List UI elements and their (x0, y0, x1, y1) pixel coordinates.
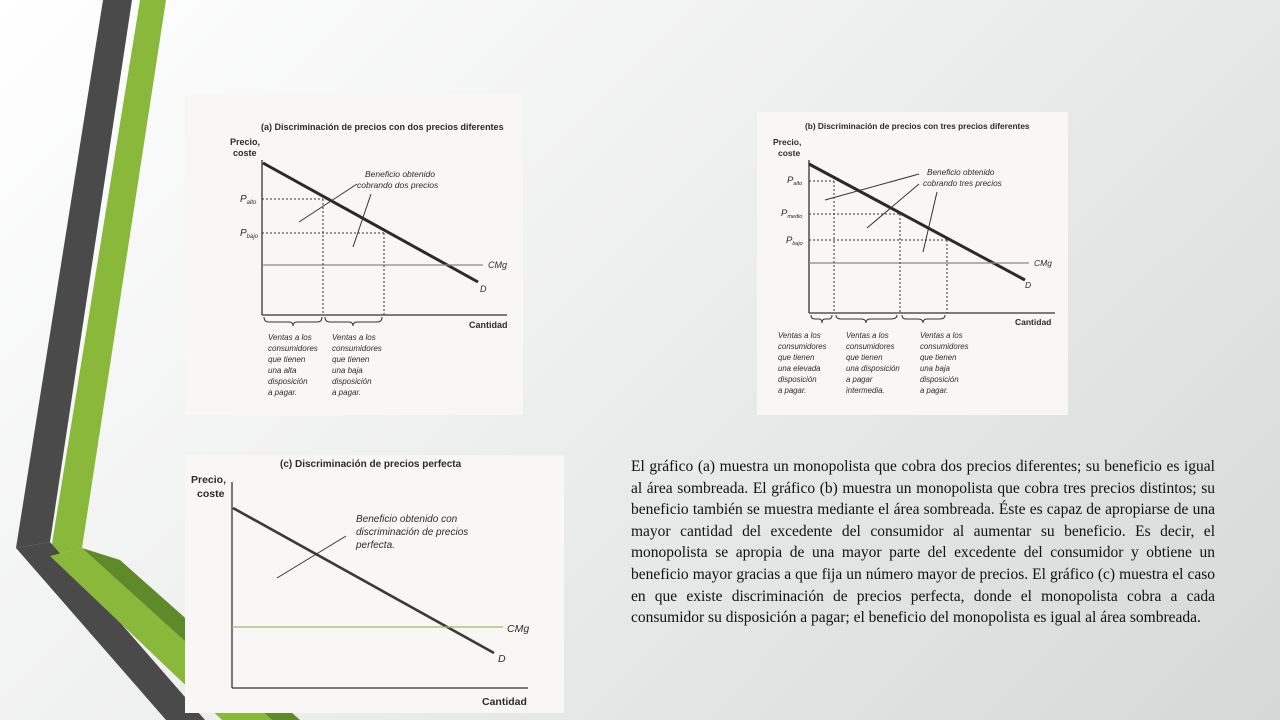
graph-c-ylabel-2: coste (197, 488, 225, 500)
graph-b-price-label-medio (781, 208, 802, 220)
graph-a-price-label-bajo (240, 228, 259, 240)
graph-b-group-1: Ventas a los consumidores que tienen una elevada disposición a pagar. (778, 331, 827, 395)
graph-a-ylabel-2: coste (233, 148, 257, 158)
graph-b-panel (757, 112, 1068, 415)
graph-b (757, 112, 1068, 415)
graph-a-group-2: Ventas a los consumidores que tienen una baja disposición a pagar. (332, 333, 382, 397)
graph-b-cmg-label: CMg (1034, 258, 1052, 268)
graph-c-title: (c) Discriminación de precios perfecta (280, 459, 462, 470)
graph-b-group-3: Ventas a los consumidores que tienen una baja disposición a pagar. (920, 331, 969, 395)
svg-text:Pbajo: $P_{bajo}$ (786, 235, 803, 247)
graph-b-brace-1 (811, 315, 832, 323)
graph-a-title: (a) Discriminación de precios con dos precios diferentes (261, 122, 504, 132)
svg-text:Palto: $P_{alto}$ (787, 175, 803, 187)
graph-c-xlabel: Cantidad (482, 696, 527, 708)
graph-a-annotation: Beneficio obtenido cobrando dos precios (357, 169, 439, 190)
graph-a-ylabel-1: Precio, (230, 137, 261, 147)
graph-b-price-label-bajo (786, 235, 803, 247)
graph-a-pointer-1 (299, 184, 357, 222)
graph-b-ylabel-2: coste (778, 148, 801, 158)
graph-c-ylabel-1: Precio, (191, 474, 227, 486)
graph-b-title: (b) Discriminación de precios con tres precios diferentes (805, 121, 1030, 131)
graph-a-panel (185, 94, 523, 415)
graph-b-d-label: D (1025, 280, 1032, 290)
graph-a-price-label-alto (240, 194, 257, 206)
graph-b-group-2: Ventas a los consumidores que tienen una disposición a pagar intermedia. (846, 331, 900, 395)
graph-a-group-1: Ventas a los consumidores que tienen una alta disposición a pagar. (268, 333, 318, 397)
graph-c-annotation: Beneficio obtenido con discriminación de precios perfecta. (356, 514, 469, 551)
graph-a-d-label: D (480, 284, 487, 294)
graph-c (185, 455, 564, 713)
graph-b-ylabel-1: Precio, (773, 137, 802, 147)
explanation-paragraph: El gráfico (a) muestra un monopolista que cobra dos precios diferentes; su beneficio es igual al área sombreada. El gráfico (b) muestra un monopolista que cobra tres precios distintos; su beneficio también se muestra mediante el área sombreada. Éste es capaz de apropiarse de una mayor cantidad del excedente del consumidor al aumentar su beneficio. Es decir, el monopolista se apropia de una mayor parte del excedente del consumidor y obtiene un beneficio mayor gracias a que fija un número mayor de precios. El gráfico (c) muestra el caso en que existe discriminación de precios perfecta, donde el monopolista cobra a cada consumidor su disposición a pagar; el beneficio del monopolista es igual al área sombreada. (631, 458, 1215, 627)
graph-b-brace-2 (836, 315, 897, 323)
svg-text:Pbajo: $P_{bajo}$ (240, 228, 259, 240)
graph-a-xlabel: Cantidad (469, 320, 508, 330)
graph-c-cmg-label: CMg (507, 623, 530, 635)
graph-a-cmg-label: CMg (488, 260, 508, 270)
graph-a (185, 94, 523, 415)
graph-b-annotation: Beneficio obtenido cobrando tres precios (923, 168, 1002, 188)
svg-text:Palto: $P_{alto}$ (240, 194, 257, 206)
graph-a-brace-2 (325, 317, 382, 326)
graph-b-price-label-alto (787, 175, 802, 187)
graph-c-pointer (277, 536, 346, 578)
graph-b-xlabel: Cantidad (1015, 317, 1052, 327)
graph-b-brace-3 (902, 315, 945, 323)
graph-c-d-label: D (498, 653, 506, 665)
graph-a-brace-1 (264, 317, 322, 326)
svg-text:Pmedio: $P_{medio}$ (781, 208, 803, 220)
graph-b-pointer-3 (923, 192, 937, 252)
graph-b-pointer-2 (867, 184, 919, 228)
graph-c-panel (185, 455, 564, 713)
